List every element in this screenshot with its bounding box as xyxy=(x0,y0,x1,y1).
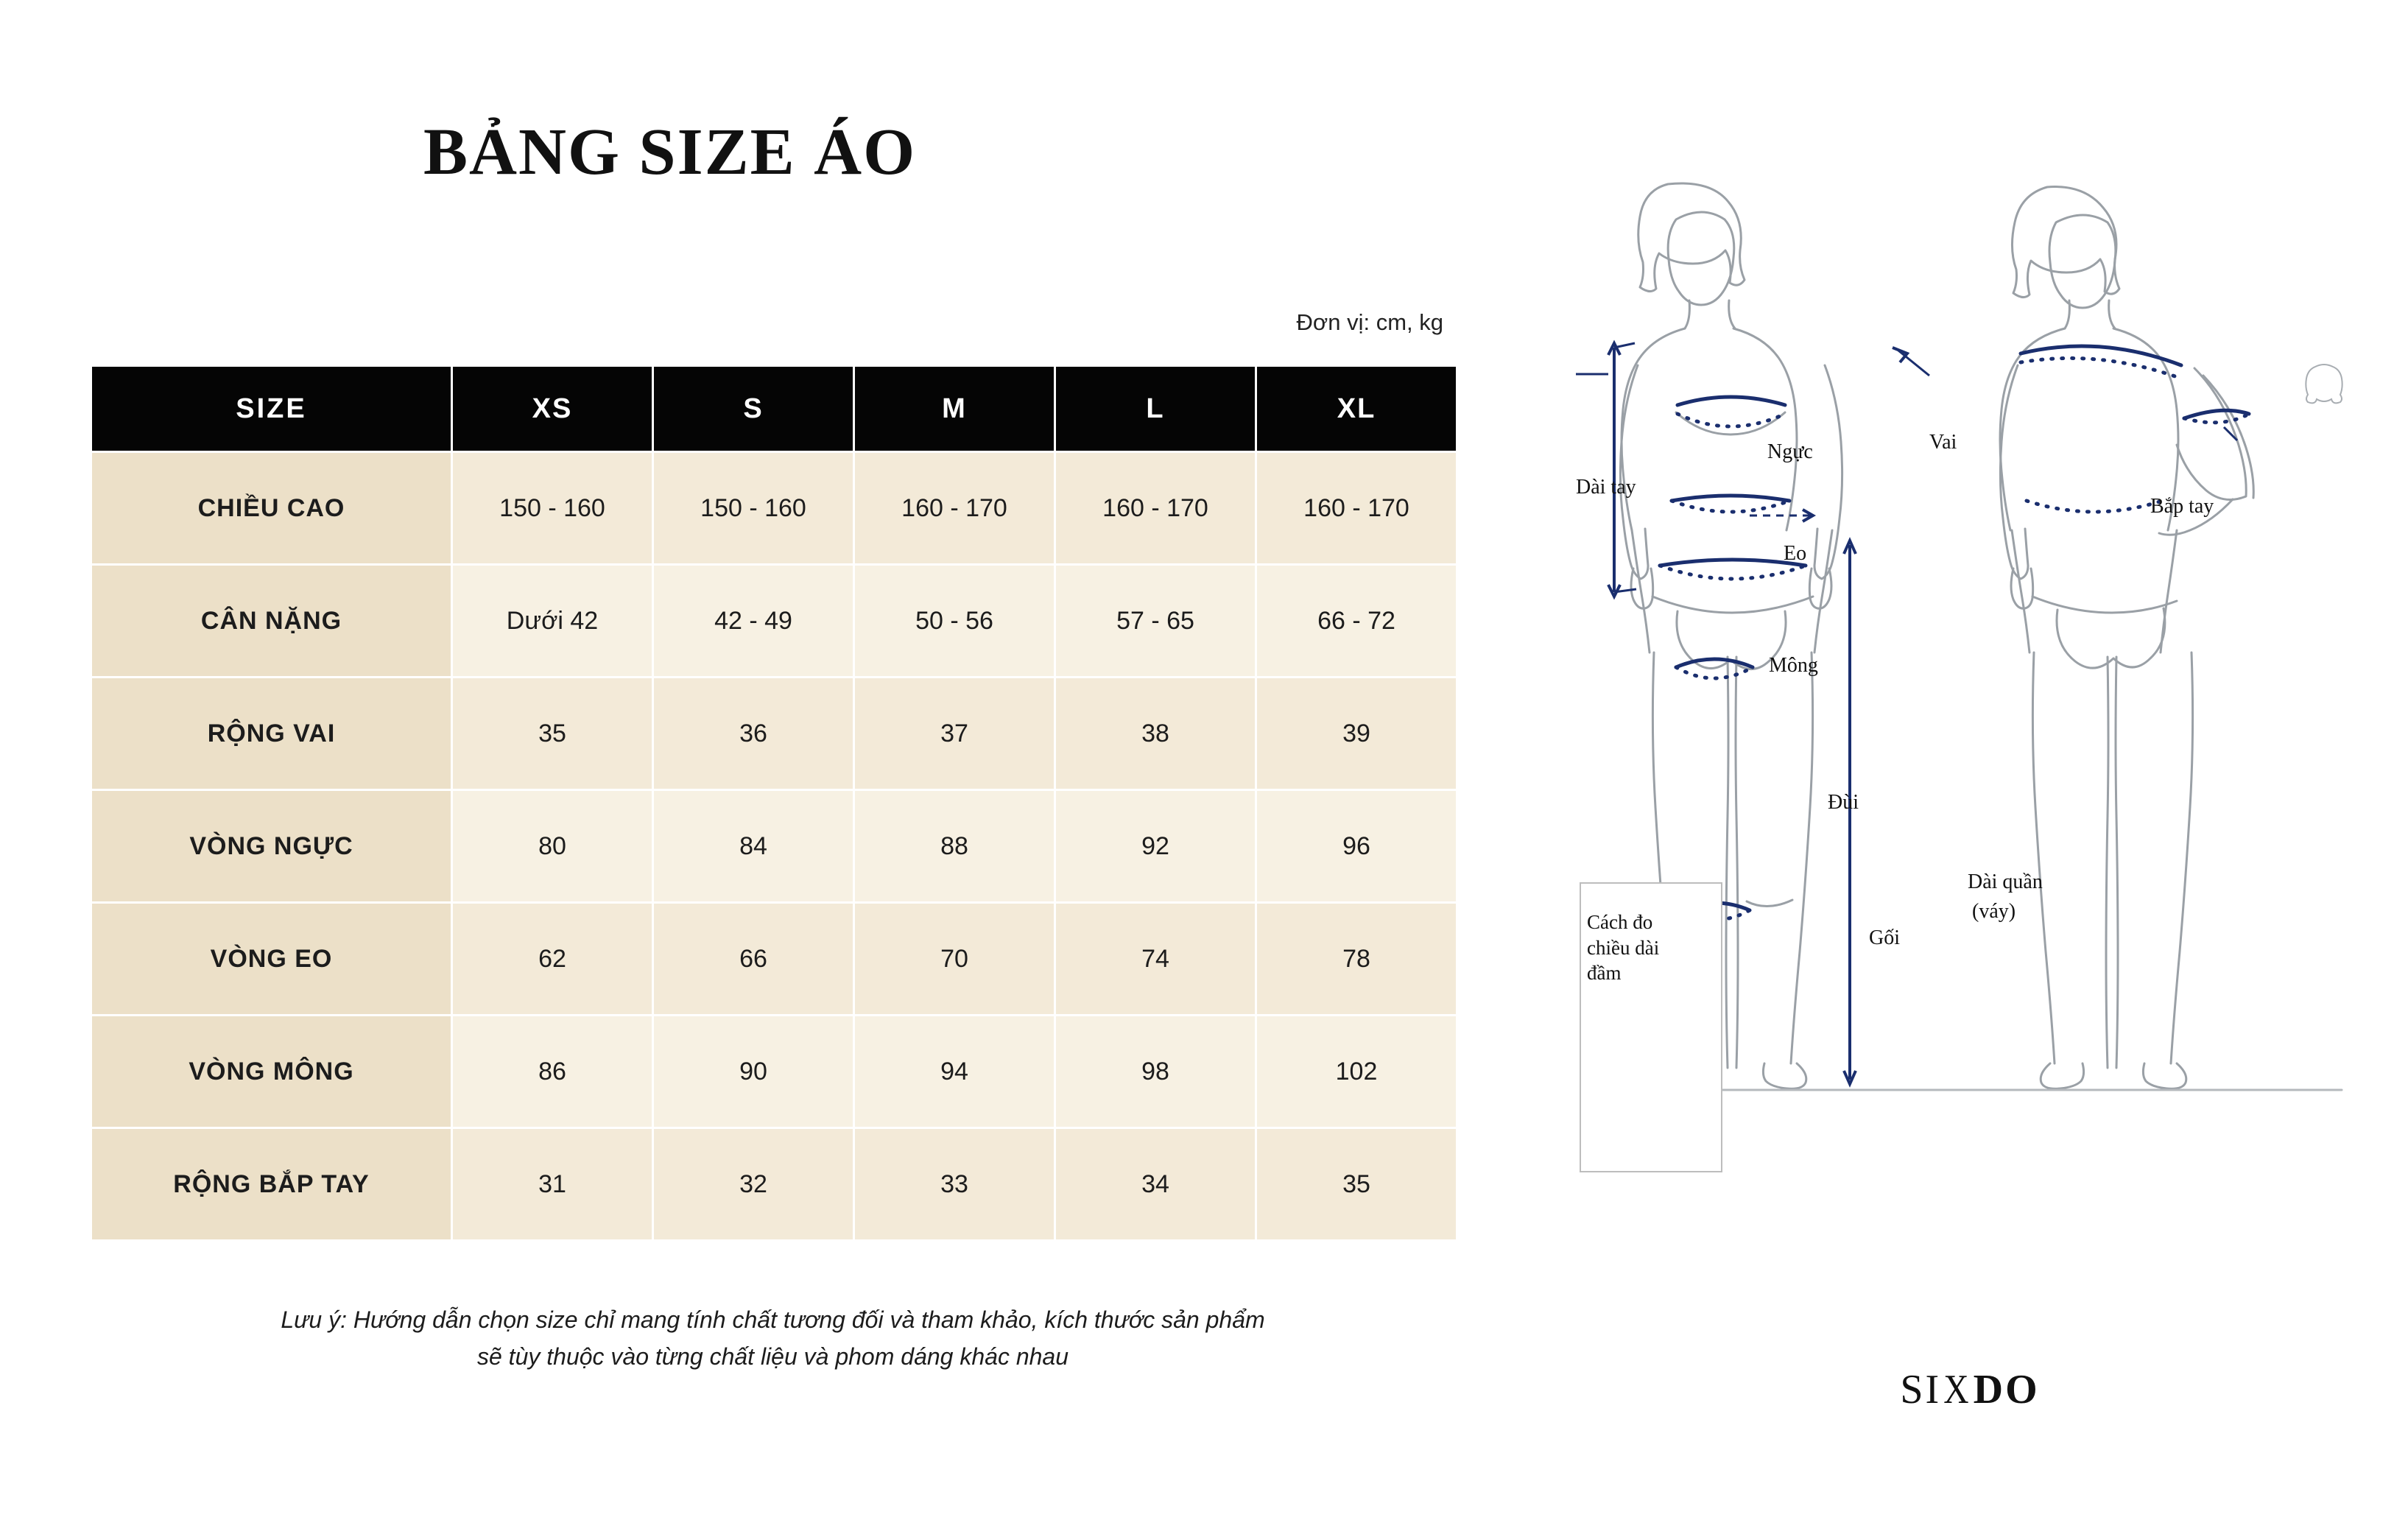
cell-can-nang-s: 42 - 49 xyxy=(653,565,854,678)
cell-rong-bap-tay-l: 34 xyxy=(1055,1128,1256,1241)
table-row xyxy=(91,565,1457,678)
table-row xyxy=(91,452,1457,565)
row-label-rong-vai: RỘNG VAI xyxy=(91,678,452,790)
row-label-can-nang: CÂN NẶNG xyxy=(91,565,452,678)
footnote xyxy=(90,1302,1456,1375)
cell-chieu-cao-s: 150 - 160 xyxy=(653,452,854,565)
label-nguc: Ngực xyxy=(1767,440,1813,463)
cell-vong-eo-s: 66 xyxy=(653,903,854,1016)
cell-vong-nguc-xl: 96 xyxy=(1256,790,1457,903)
cell-vong-eo-xs: 62 xyxy=(452,903,653,1016)
column-header-s: S xyxy=(653,366,854,452)
cell-vong-mong-xl: 102 xyxy=(1256,1016,1457,1128)
table-row xyxy=(91,1128,1457,1241)
table-row xyxy=(91,790,1457,903)
footnote-line-2: sẽ tùy thuộc vào từng chất liệu và phom dáng khác nhau xyxy=(476,1343,1069,1370)
row-label-vong-mong: VÒNG MÔNG xyxy=(91,1016,452,1128)
label-vai: Vai xyxy=(1929,431,1957,454)
cell-vong-mong-s: 90 xyxy=(653,1016,854,1128)
label-dai-tay: Dài tay xyxy=(1576,476,1636,499)
measurement-diagram xyxy=(1532,0,2408,1534)
table-row xyxy=(91,1016,1457,1128)
table-header xyxy=(91,366,1457,452)
cell-rong-bap-tay-xl: 35 xyxy=(1256,1128,1457,1241)
column-header-xl: XL xyxy=(1256,366,1457,452)
cell-rong-vai-xs: 35 xyxy=(452,678,653,790)
cell-chieu-cao-xl: 160 - 170 xyxy=(1256,452,1457,565)
cell-rong-vai-m: 37 xyxy=(854,678,1055,790)
cell-vong-nguc-m: 88 xyxy=(854,790,1055,903)
cell-can-nang-xs: Dưới 42 xyxy=(452,565,653,678)
cell-can-nang-l: 57 - 65 xyxy=(1055,565,1256,678)
footnote-line-1: Lưu ý: Hướng dẫn chọn size chỉ mang tính chất tương đối và tham khảo, kích thước sản phẩm xyxy=(281,1306,1265,1333)
cell-vong-nguc-xs: 80 xyxy=(452,790,653,903)
cell-vong-nguc-s: 84 xyxy=(653,790,854,903)
cell-rong-vai-xl: 39 xyxy=(1256,678,1457,790)
label-goi: Gối xyxy=(1869,926,1900,949)
label-eo: Eo xyxy=(1784,542,1807,565)
column-header-xs: XS xyxy=(452,366,653,452)
cell-rong-vai-l: 38 xyxy=(1055,678,1256,790)
table-row xyxy=(91,903,1457,1016)
column-header-size: SIZE xyxy=(91,366,452,452)
callout-text: Cách đo chiều dài đầm xyxy=(1587,911,1660,985)
column-header-l: L xyxy=(1055,366,1256,452)
table-header-row xyxy=(91,366,1457,452)
cell-can-nang-xl: 66 - 72 xyxy=(1256,565,1457,678)
cell-vong-eo-l: 74 xyxy=(1055,903,1256,1016)
brand-x: X xyxy=(1943,1367,1971,1412)
label-dai-quan: Dài quần xyxy=(1968,870,2043,893)
table-body xyxy=(91,452,1457,1241)
cell-vong-mong-xs: 86 xyxy=(452,1016,653,1128)
row-label-vong-nguc: VÒNG NGỰC xyxy=(91,790,452,903)
brand-text-part1: SI xyxy=(1900,1367,1942,1412)
label-mong: Mông xyxy=(1769,654,1818,677)
label-dui: Đùi xyxy=(1828,791,1859,814)
label-dai-quan-sub: (váy) xyxy=(1972,900,2016,923)
cell-vong-mong-l: 98 xyxy=(1055,1016,1256,1128)
row-label-chieu-cao: CHIỀU CAO xyxy=(91,452,452,565)
label-bap-tay: Bắp tay xyxy=(2150,495,2214,518)
cell-chieu-cao-l: 160 - 170 xyxy=(1055,452,1256,565)
table-row xyxy=(91,678,1457,790)
cell-vong-nguc-l: 92 xyxy=(1055,790,1256,903)
column-header-m: M xyxy=(854,366,1055,452)
size-table xyxy=(90,365,1458,1242)
cell-vong-eo-xl: 78 xyxy=(1256,903,1457,1016)
cell-vong-mong-m: 94 xyxy=(854,1016,1055,1128)
cell-rong-vai-s: 36 xyxy=(653,678,854,790)
page-title: BẢNG SIZE ÁO xyxy=(423,116,917,189)
cell-rong-bap-tay-m: 33 xyxy=(854,1128,1055,1241)
cell-vong-eo-m: 70 xyxy=(854,903,1055,1016)
cell-rong-bap-tay-xs: 31 xyxy=(452,1128,653,1241)
brand-text-part2: DO xyxy=(1973,1367,2040,1412)
row-label-rong-bap-tay: RỘNG BẮP TAY xyxy=(91,1128,452,1241)
unit-note: Đơn vị: cm, kg xyxy=(1296,309,1443,335)
cell-chieu-cao-m: 160 - 170 xyxy=(854,452,1055,565)
row-label-vong-eo: VÒNG EO xyxy=(91,903,452,1016)
cell-can-nang-m: 50 - 56 xyxy=(854,565,1055,678)
brand-logo xyxy=(1532,1366,2408,1413)
cell-rong-bap-tay-s: 32 xyxy=(653,1128,854,1241)
cell-chieu-cao-xs: 150 - 160 xyxy=(452,452,653,565)
